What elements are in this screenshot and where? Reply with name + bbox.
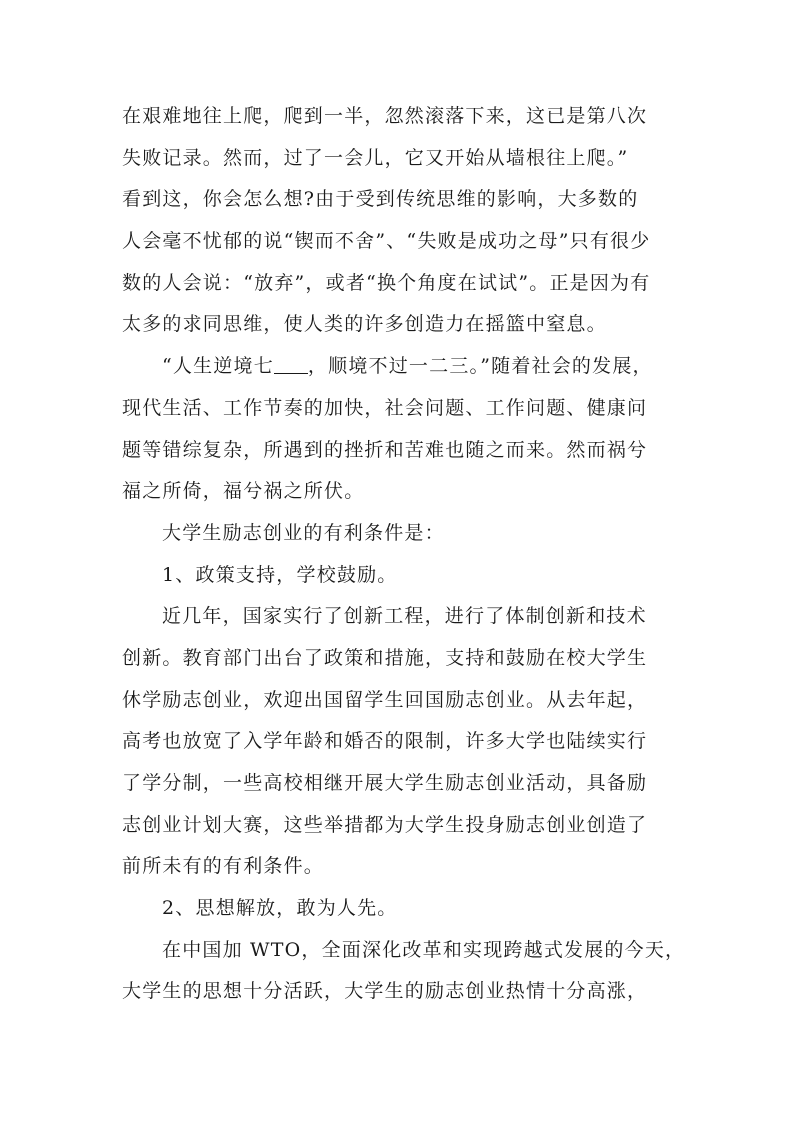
text-segment: ，顺境不过一二三。”随着社会的发展， [307, 355, 653, 378]
text-line: 近几年，国家实行了创新工程，进行了体制创新和技术 [162, 605, 647, 628]
text-line: 题等错综复杂，所遇到的挫折和苦难也随之而来。然而祸兮 [122, 438, 648, 461]
text-line: 创新。教育部门出台了政策和措施，支持和鼓励在校大学生 [122, 646, 648, 669]
text-line-with-blank [122, 346, 682, 388]
text-line: 在中国加 WTO，全面深化改革和实现跨越式发展的今天， [162, 938, 686, 961]
text-line: 高考也放宽了入学年龄和婚否的限制，许多大学也陆续实行 [122, 730, 648, 753]
text-line: 休学励志创业，欢迎出国留学生回国励志创业。从去年起， [122, 688, 648, 711]
text-line: 失败记录。然而，过了一会儿，它又开始从墙根往上爬。” [122, 146, 629, 169]
document-page [122, 96, 686, 1013]
text-line: 看到这，你会怎么想?由于受到传统思维的影响，大多数的 [122, 188, 639, 211]
section-heading: 1、政策支持，学校鼓励。 [162, 563, 398, 586]
text-line: 太多的求同思维，使人类的许多创造力在摇篮中窒息。 [122, 313, 607, 336]
text-line: 福之所倚，福兮祸之所伏。 [122, 480, 365, 503]
text-line: 数的人会说：“放弃”，或者“换个角度在试试”。正是因为有 [122, 271, 651, 294]
text-segment: “人生逆境七 [162, 355, 274, 378]
fill-in-blank [274, 353, 308, 374]
text-line: 了学分制，一些高校相继开展大学生励志创业活动，具备励 [122, 772, 648, 794]
text-line: 前所未有的有利条件。 [122, 855, 325, 878]
section-heading: 2、思想解放，敢为人先。 [162, 897, 398, 920]
text-line: 志创业计划大赛，这些举措都为大学生投身励志创业创造了 [122, 813, 648, 836]
paragraph-heading: 大学生励志创业的有利条件是： [162, 521, 445, 544]
text-line: 在艰难地往上爬，爬到一半，忽然滚落下来，这已是第八次 [122, 105, 648, 127]
text-line: 人会毫不忧郁的说“锲而不舍”、“失败是成功之母”只有很少 [122, 230, 651, 253]
text-line: 现代生活、工作节奏的加快，社会问题、工作问题、健康问 [122, 396, 648, 419]
text-line: 大学生的思想十分活跃，大学生的励志创业热情十分高涨， [122, 980, 648, 1003]
